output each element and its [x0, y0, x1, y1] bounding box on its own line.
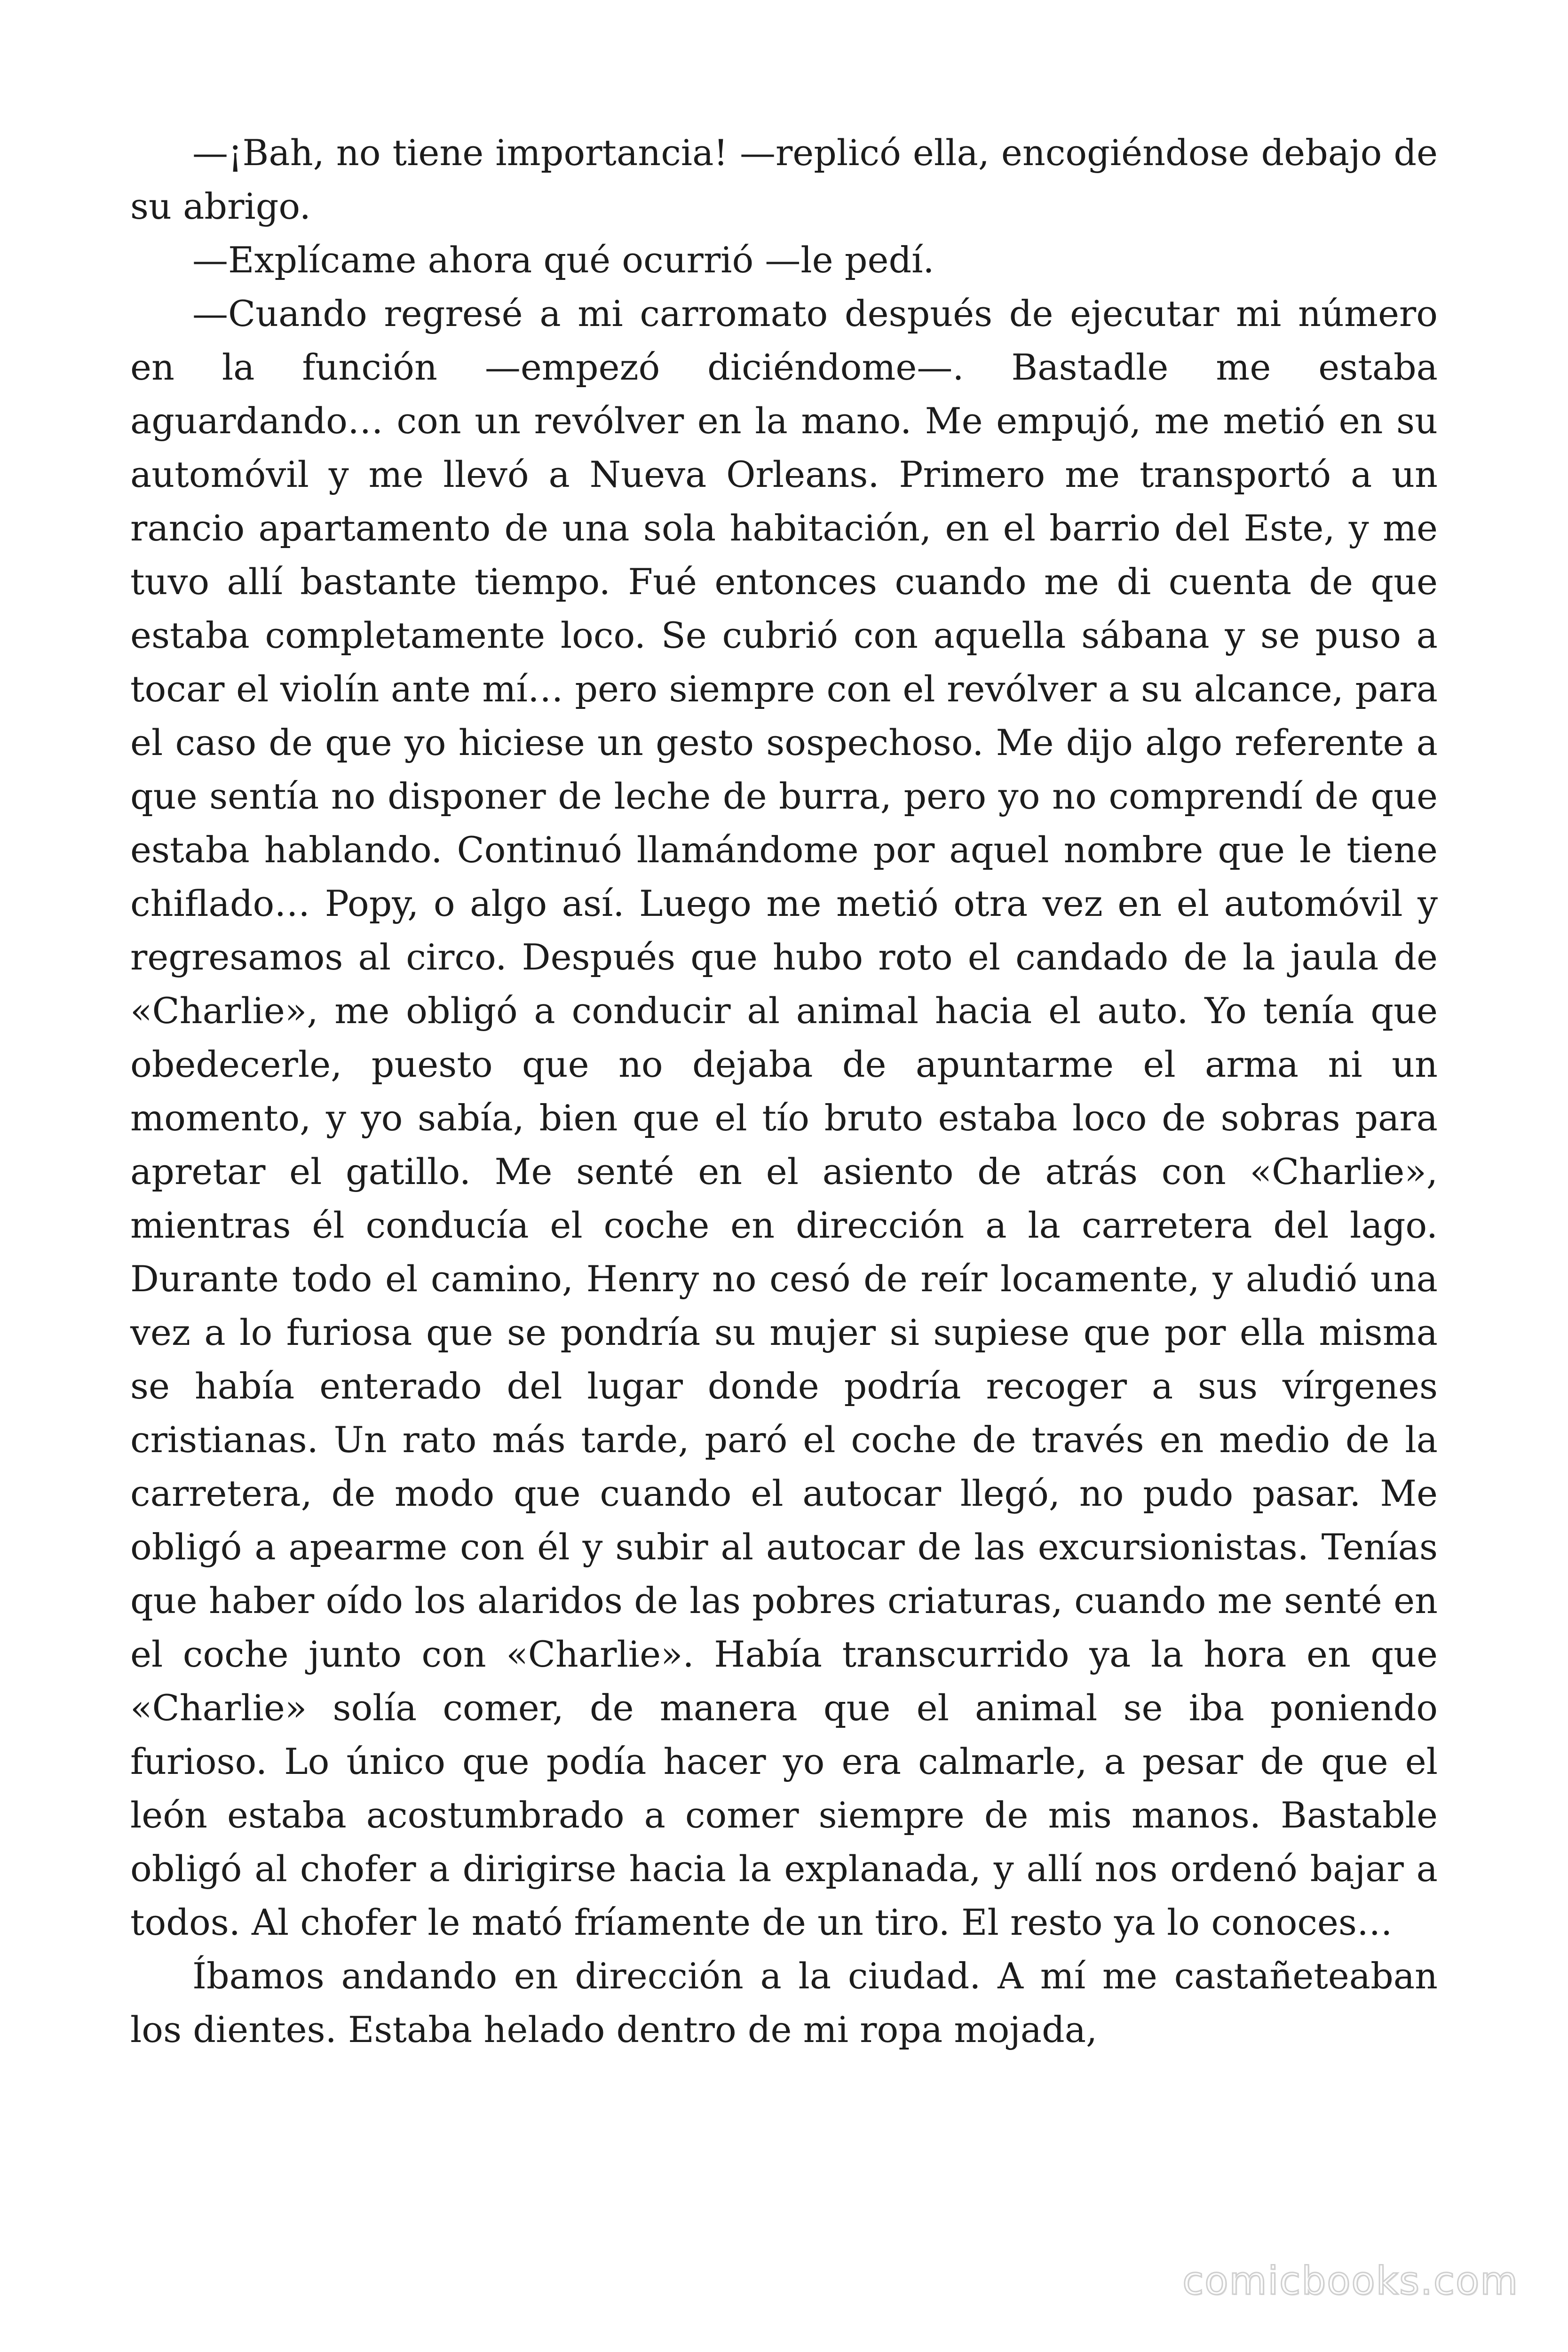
watermark: comicbooks.com [1182, 2259, 1519, 2304]
paragraph-4: Íbamos andando en dirección a la ciudad. A mí me castañeteaban los dientes. Estaba helado dentro de mi ropa mojada, [130, 1955, 1438, 2050]
paragraph-3: —Cuando regresé a mi carromato después de ejecutar mi número en la función —empezó diciéndome—. Bastadle me estaba aguardando… con un revólver en la mano. Me empujó, me metió en su automóvil y me llevó a Nueva Orleans. Primero me transportó a un rancio apartamento de una sola habitación, en el barrio del Este, y me tuvo allí bastante tiempo. Fué entonces cuando me di cuenta de que estaba completamente loco. Se cubrió con aquella sábana y se puso a tocar el violín ante mí… pero siempre con el revólver a su alcance, para el caso de que yo hiciese un gesto sospechoso. Me dijo algo referente a que sentía no disponer de leche de burra, pero yo no comprendí de que estaba hablando. Continuó llamándome por aquel nombre que le tiene chiflado… Popy, o algo así. Luego me metió otra vez en el automóvil y regresamos al circo. Después que hubo roto el candado de la jaula de «Charlie», me obligó a conducir al animal hacia el auto. Yo tenía que obedecerle, puesto que no dejaba de apuntarme el arma ni un momento, y yo sabía, bien que el tío bruto estaba loco de sobras para apretar el gatillo. Me senté en el asiento de atrás con «Charlie», mientras él conducía el coche en dirección a la carretera del lago. Durante todo el camino, Henry no cesó de reír locamente, y aludió una vez a lo furiosa que se pondría su mujer si supiese que por ella misma se había enterado del lugar donde podría recoger a sus vírgenes cristianas. Un rato más tarde, paró el coche de través en medio de la carretera, de modo que cuando el autocar llegó, no pudo pasar. Me obligó a apearme con él y subir al autocar de las excursionistas. Tenías que haber oído los alaridos de las pobres criaturas, cuando me senté en el coche junto con «Charlie». Había transcurrido ya la hora en que «Charlie» solía comer, de manera que el animal se iba poniendo furioso. Lo único que podía hacer yo era calmarle, a pesar de que el león estaba acostumbrado a comer siempre de mis manos. Bastable obligó al chofer a dirigirse hacia la explanada, y allí nos ordenó bajar a todos. Al chofer le mató fríamente de un tiro. El resto ya lo conoces… [130, 293, 1438, 1943]
page-text [130, 126, 1438, 2057]
paragraph-2: —Explícame ahora qué ocurrió —le pedí. [192, 239, 934, 281]
paragraph-1: —¡Bah, no tiene importancia! —replicó ella, encogiéndose debajo de su abrigo. [130, 132, 1438, 227]
